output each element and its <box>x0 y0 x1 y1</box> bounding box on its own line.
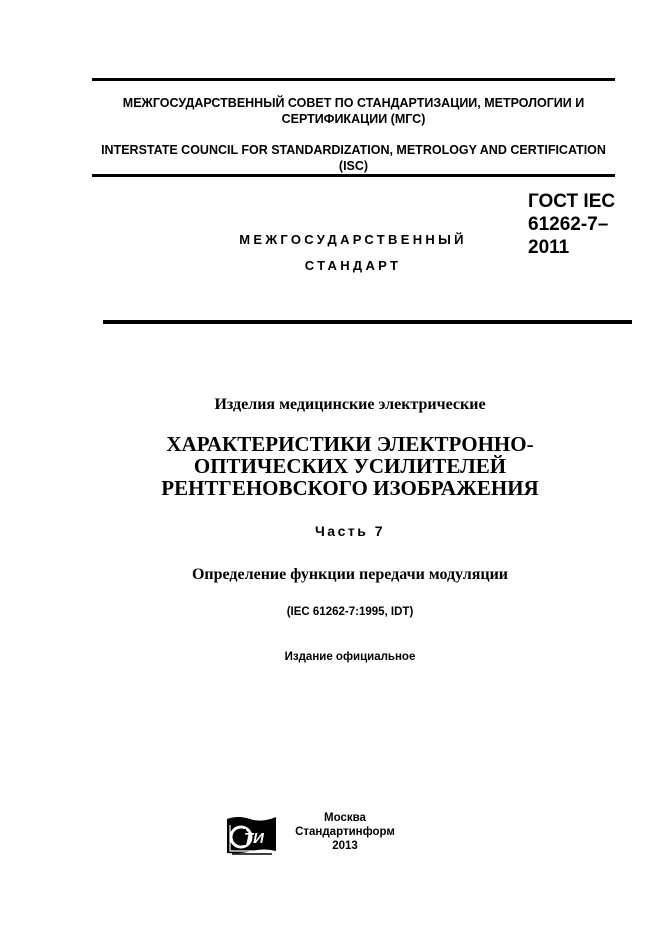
standard-code-line2: 61262-7– <box>528 214 609 235</box>
publisher-name: Стандартинформ <box>295 826 395 838</box>
publisher-city: Москва <box>324 812 366 824</box>
edition-label: Издание официальное <box>284 651 416 663</box>
main-title-line3: РЕНТГЕНОВСКОГО ИЗОБРАЖЕНИЯ <box>161 476 539 500</box>
svg-text:ТИ: ТИ <box>244 830 264 847</box>
council-name-ru: МЕЖГОСУДАРСТВЕННЫЙ СОВЕТ ПО СТАНДАРТИЗАЦИИ, МЕТРОЛОГИИ И СЕРТИФИКАЦИИ (МГС) <box>122 96 585 126</box>
standard-code-line3: 2011 <box>528 237 570 258</box>
standard-type-line1: МЕЖГОСУДАРСТВЕННЫЙ <box>239 232 467 247</box>
iec-reference: (IEC 61262-7:1995, IDT) <box>286 606 414 618</box>
standard-type <box>228 227 478 279</box>
header-divider <box>92 174 615 177</box>
standard-code <box>528 190 638 259</box>
publisher-block <box>285 811 405 853</box>
standard-code-line1: ГОСТ IEC <box>528 191 616 212</box>
top-divider <box>92 78 615 81</box>
main-title-line1: ХАРАКТЕРИСТИКИ ЭЛЕКТРОННО- <box>166 432 534 456</box>
product-kind: Изделия медицинские электрические <box>214 396 486 413</box>
standartinform-logo-icon <box>224 813 280 857</box>
main-title-line2: ОПТИЧЕСКИХ УСИЛИТЕЛЕЙ <box>193 454 507 478</box>
subtitle: Определение функции передачи модуляции <box>191 566 509 583</box>
council-name-en: INTERSTATE COUNCIL FOR STANDARDIZATION, METROLOGY AND CERTIFICATION (ISC) <box>101 143 606 173</box>
publication-year: 2013 <box>332 840 358 852</box>
main-title <box>120 433 580 499</box>
part-number: Часть 7 <box>314 523 386 539</box>
standard-type-line2: СТАНДАРТ <box>304 258 402 273</box>
title-divider <box>103 320 632 324</box>
